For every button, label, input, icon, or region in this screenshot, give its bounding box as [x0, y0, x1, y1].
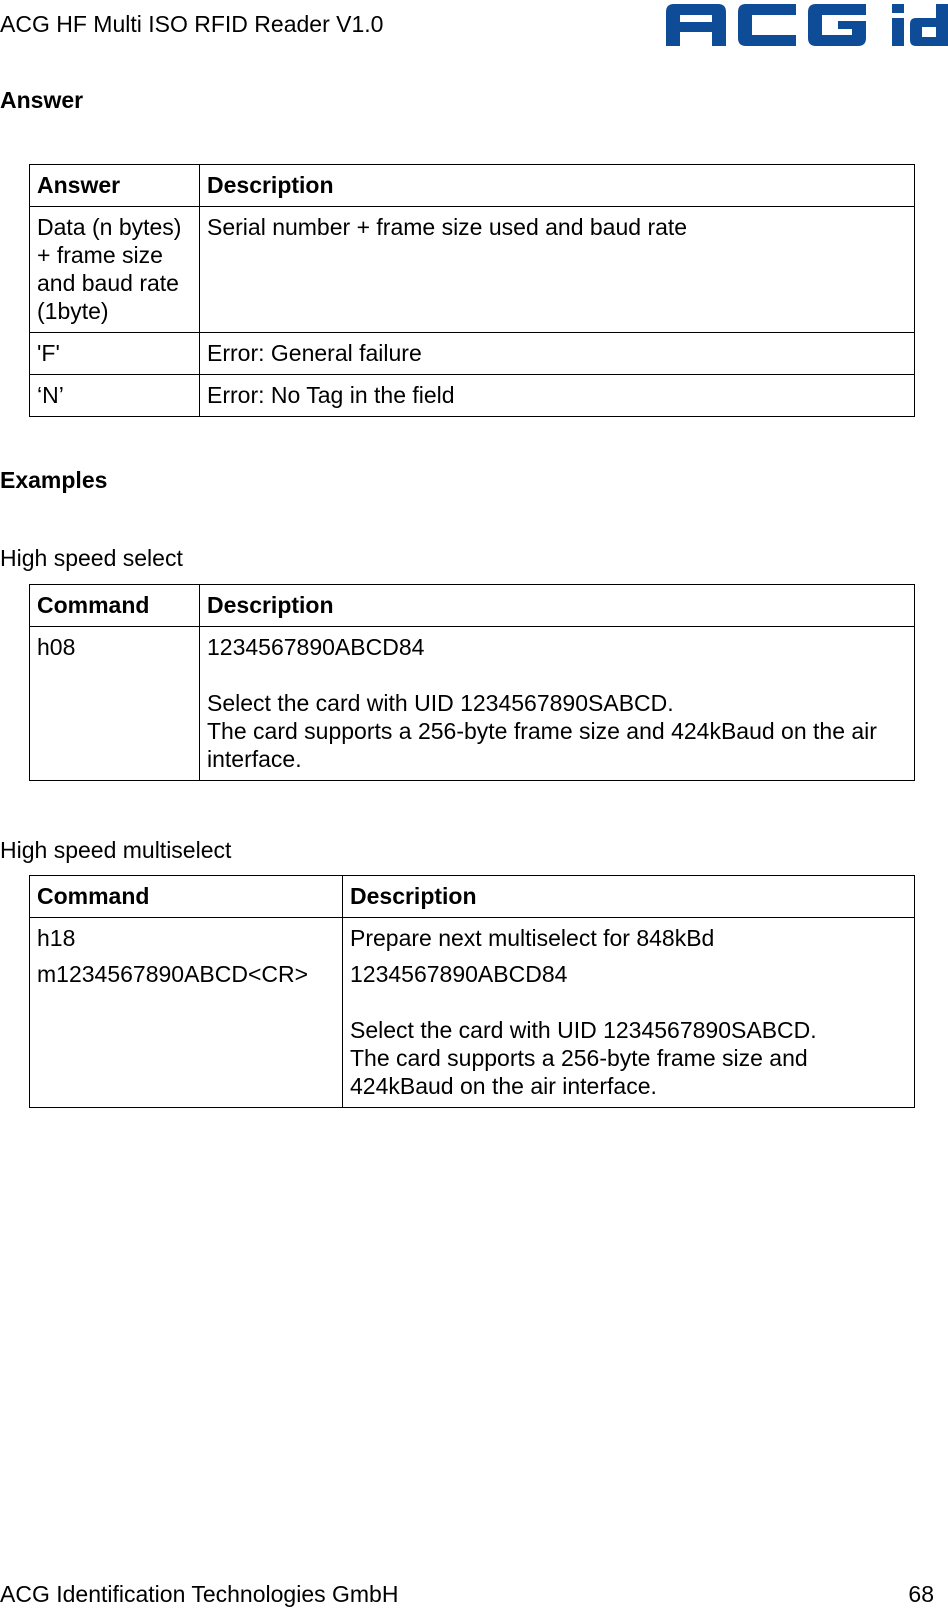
footer-page-number: 68 — [908, 1581, 934, 1607]
command-text: h18 — [37, 925, 76, 951]
description-cell: Error: General failure — [200, 333, 915, 375]
response-value: 1234567890ABCD84 — [350, 961, 568, 987]
acg-id-logo — [666, 0, 948, 50]
table-row — [30, 207, 915, 333]
high-speed-select-label: High speed select — [0, 545, 183, 571]
response-value: 1234567890ABCD84 — [207, 634, 425, 660]
spacer — [207, 661, 907, 689]
description-text: Prepare next multiselect for 848kBd — [350, 925, 715, 951]
high-speed-select-table — [29, 584, 915, 781]
table-header-row — [30, 876, 915, 918]
answer-cell: ‘N’ — [30, 375, 200, 417]
column-header-answer: Answer — [30, 165, 200, 207]
description-text: Select the card with UID 1234567890SABCD. — [207, 690, 674, 716]
command-cell: h08 — [30, 627, 200, 781]
answer-cell: Data (n bytes) + frame size and baud rate (1byte) — [30, 207, 200, 333]
high-speed-multiselect-table — [29, 875, 915, 1108]
column-header-description: Description — [343, 876, 915, 918]
description-cell — [343, 918, 915, 1108]
column-header-command: Command — [30, 876, 343, 918]
table-row — [30, 375, 915, 417]
column-header-description: Description — [200, 585, 915, 627]
answer-heading: Answer — [0, 87, 84, 113]
description-text: The card supports a 256-byte frame size and 424kBaud on the air interface. — [350, 1045, 808, 1099]
column-header-command: Command — [30, 585, 200, 627]
examples-heading: Examples — [0, 467, 108, 493]
description-text: The card supports a 256-byte frame size and 424kBaud on the air interface. — [207, 718, 877, 772]
command-text: m1234567890ABCD<CR> — [37, 961, 309, 987]
column-header-description: Description — [200, 165, 915, 207]
description-cell: Error: No Tag in the field — [200, 375, 915, 417]
description-cell: Serial number + frame size used and baud rate — [200, 207, 915, 333]
table-row — [30, 627, 915, 781]
table-row — [30, 918, 915, 1108]
command-cell — [30, 918, 343, 1108]
answer-cell: 'F' — [30, 333, 200, 375]
table-header-row — [30, 165, 915, 207]
answer-table — [29, 164, 915, 417]
document-header-title: ACG HF Multi ISO RFID Reader V1.0 — [0, 11, 384, 37]
spacer — [350, 988, 907, 1016]
description-text: Select the card with UID 1234567890SABCD. — [350, 1017, 817, 1043]
table-row — [30, 333, 915, 375]
table-header-row — [30, 585, 915, 627]
footer-company: ACG Identification Technologies GmbH — [0, 1581, 399, 1607]
high-speed-multiselect-label: High speed multiselect — [0, 837, 232, 863]
description-cell — [200, 627, 915, 781]
